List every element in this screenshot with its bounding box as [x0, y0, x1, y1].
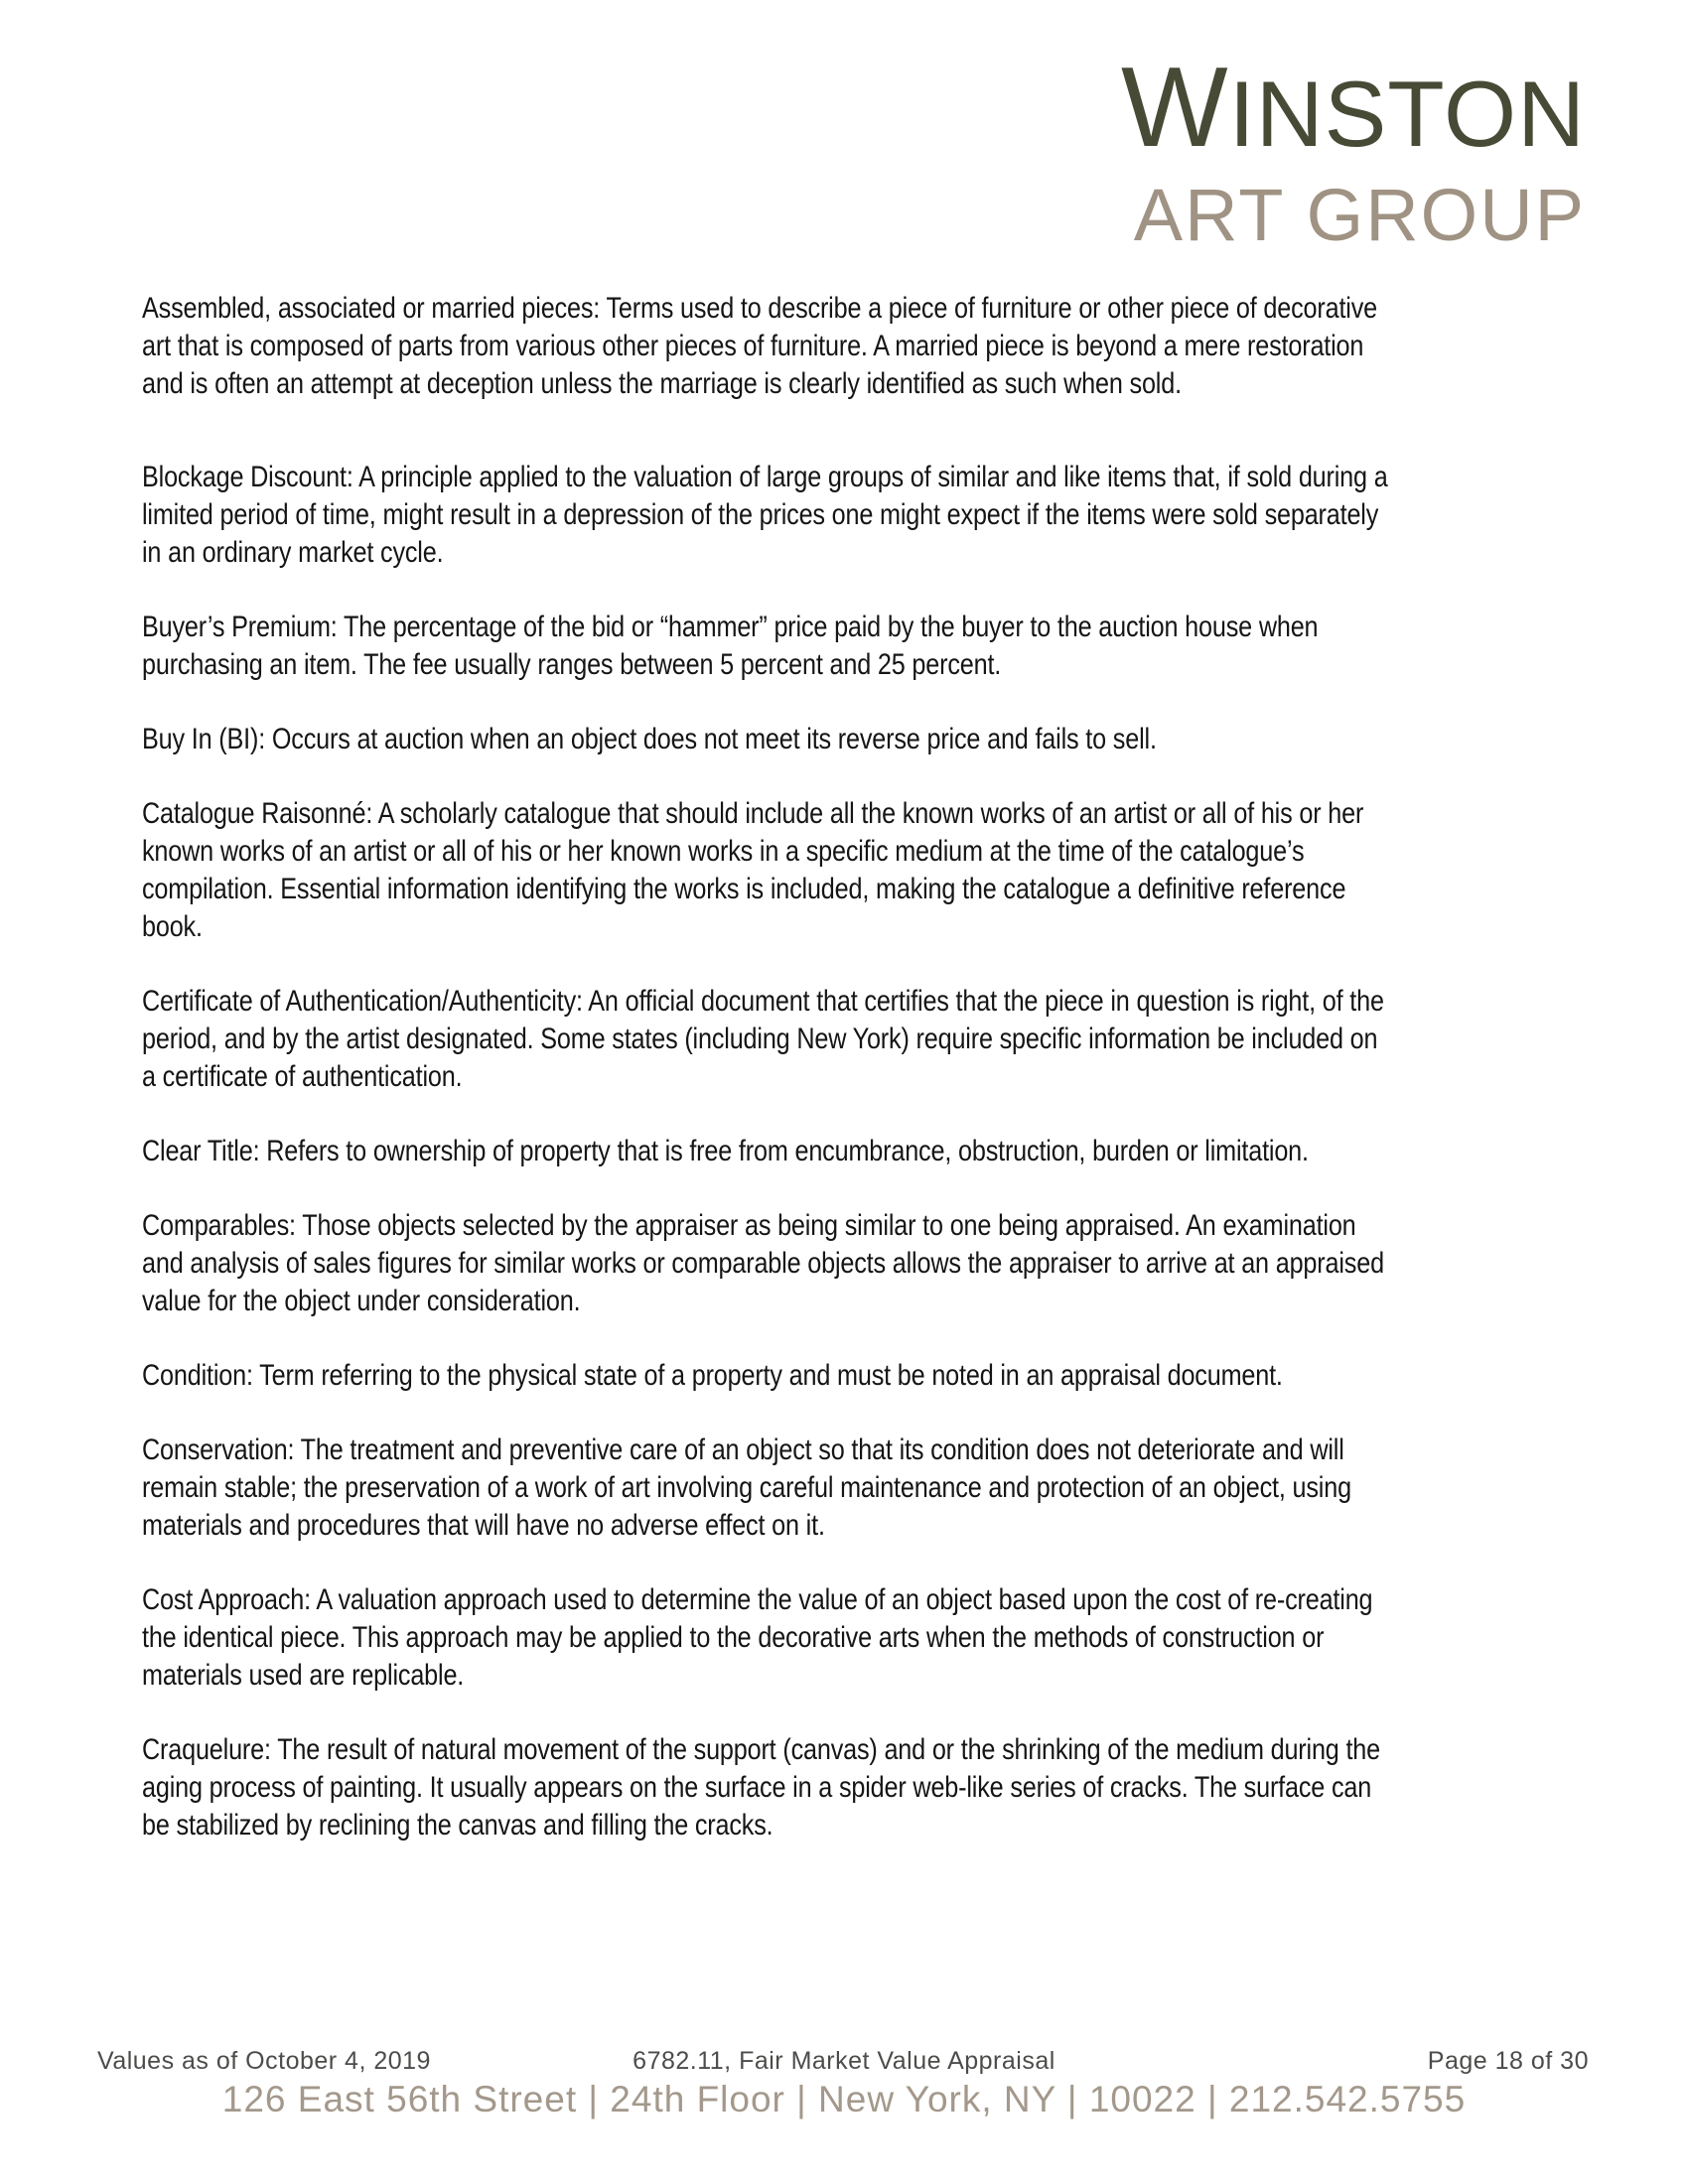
footer-page-number: Page 18 of 30 — [1427, 2047, 1589, 2075]
glossary-content — [142, 290, 1393, 1881]
glossary-paragraph-conservation: Conservation: The treatment and preventive care of an object so that its condition does not deteriorate and will remain stable; the preservation of a work of art involving careful maintenance and protection of an object, using materials and procedures that will have no adverse effect on it. — [142, 1433, 1351, 1542]
brand-logo — [1120, 45, 1586, 256]
glossary-paragraph-comparables: Comparables: Those objects selected by the appraiser as being similar to one being appraised. An examination and analysis of sales figures for similar works or comparable objects allows the appraiser to arrive at an appraised value for the object under consideration. — [142, 1209, 1384, 1317]
logo-winston-wordmark: WINSTON — [1120, 45, 1586, 171]
glossary-paragraph-clear-title: Clear Title: Refers to ownership of property that is free from encumbrance, obstruction, burden or limitation. — [142, 1135, 1309, 1167]
glossary-paragraph-assembled-pieces: Assembled, associated or married pieces: Terms used to describe a piece of furniture or other piece of decorative art that is composed of parts from various other pieces of furniture. A married piece is beyond a mere restoration and is often an attempt at deception unless the marriage is clearly identified as such when sold. — [142, 292, 1378, 400]
footer-info-line — [0, 2047, 1688, 2079]
glossary-paragraph-cost-approach: Cost Approach: A valuation approach used to determine the value of an object based upon the cost of re-creating the identical piece. This approach may be applied to the decorative arts when the methods of construction or materials used are replicable. — [142, 1583, 1373, 1692]
glossary-paragraph-craquelure: Craquelure: The result of natural movement of the support (canvas) and or the shrinking of the medium during the aging process of painting. It usually appears on the surface in a spider web-like series of cracks. The surface can be stabilized by reclining the canvas and filling the cracks. — [142, 1733, 1381, 1842]
logo-art-group-wordmark: ART GROUP — [1133, 174, 1586, 256]
glossary-paragraph-buyers-premium: Buyer’s Premium: The percentage of the bid or “hammer” price paid by the buyer to the auction house when purchasing an item. The fee usually ranges between 5 percent and 25 percent. — [142, 611, 1319, 681]
glossary-paragraph-buy-in: Buy In (BI): Occurs at auction when an object does not meet its reverse price and fails to sell. — [142, 723, 1157, 755]
glossary-paragraph-condition: Condition: Term referring to the physical state of a property and must be noted in an appraisal document. — [142, 1359, 1283, 1392]
glossary-paragraph-blockage-discount: Blockage Discount: A principle applied to the valuation of large groups of similar and like items that, if sold during a limited period of time, might result in a depression of the prices one might expect if the items were sold separately in an ordinary market cycle. — [142, 461, 1388, 569]
footer-address: 126 East 56th Street | 24th Floor | New York, NY | 10022 | 212.542.5755 — [221, 2079, 1467, 2119]
footer-appraisal-reference: 6782.11, Fair Market Value Appraisal — [633, 2047, 1055, 2075]
glossary-paragraph-catalogue-raisonne: Catalogue Raisonné: A scholarly catalogue that should include all the known works of an artist or all of his or her known works of an artist or all of his or her known works in a specific medium at the time of the catalogue’s compilation. Essential information identifying the works is included, making the catalogue a definitive reference book. — [142, 797, 1364, 943]
footer-values-date: Values as of October 4, 2019 — [97, 2047, 431, 2075]
glossary-paragraph-certificate-authentication: Certificate of Authentication/Authenticity: An official document that certifies that the piece in question is right, of the period, and by the artist designated. Some states (including New York) require specific information be included on a certificate of authentication. — [142, 985, 1384, 1093]
